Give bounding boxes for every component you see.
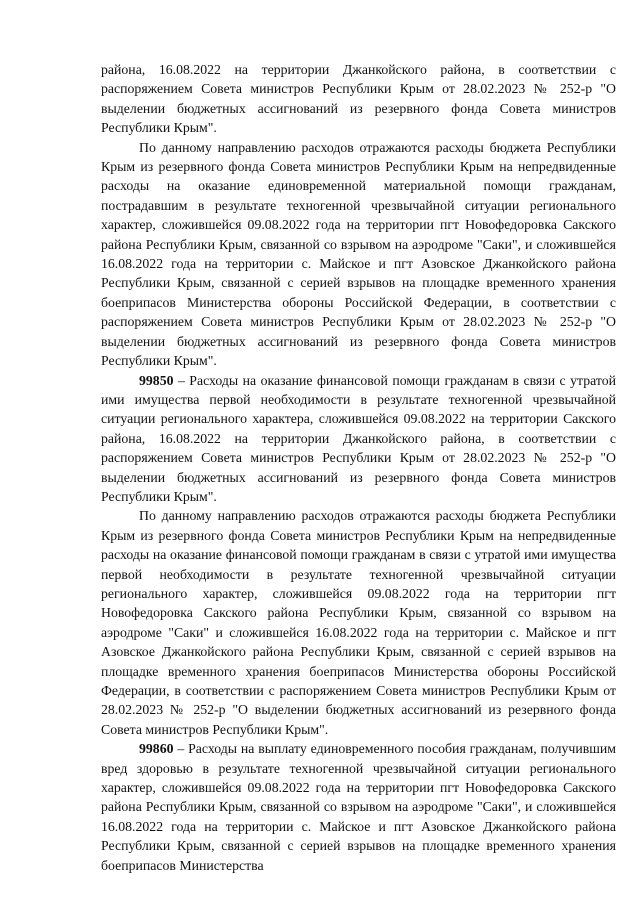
- paragraph-code-entry: [101, 739, 616, 875]
- paragraph-description: [101, 138, 616, 371]
- paragraph-text: – Расходы на оказание финансовой помощи гражданам в связи с утратой ими имущества первой необходимости в результате техногенной чрезвычайной ситуации регионального характера, сложившейся 09.08.2022 на территории Сакского района, 16.08.2022 на территории Джанкойского района, в соответствии с распоряжением Совета министров Республики Крым от 28.02.2023 № 252-р "О выделении бюджетных ассигнований из резервного фонда Совета министров Республики Крым".: [101, 372, 616, 504]
- paragraph-text: По данному направлению расходов отражаются расходы бюджета Республики Крым из резервного фонда Совета министров Республики Крым на непредвиденные расходы на оказание единовременной материальной помощи гражданам, пострадавшим в результате техногенной чрезвычайной ситуации регионального характер, сложившейся 09.08.2022 года на территории пгт Новофедоровка Сакского района Республики Крым, связанной со взрывом на аэродроме "Саки", и сложившейся 16.08.2022 года на территории с. Майское и пгт Азовское Джанкойского района Республики Крым, связанной с серией взрывов на площадке временного хранения боеприпасов Министерства обороны Российской Федерации, в соответствии с распоряжением Совета министров Республики Крым от 28.02.2023 № 252-р "О выделении бюджетных ассигнований из резервного фонда Совета министров Республики Крым".: [101, 139, 616, 369]
- paragraph-code-entry: [101, 371, 616, 507]
- paragraph-text: района, 16.08.2022 на территории Джанкойского района, в соответствии с распоряжением Совета министров Республики Крым от 28.02.2023 № 252-р "О выделении бюджетных ассигнований из резервного фонда Совета министров Республики Крым".: [101, 62, 616, 136]
- paragraph-description: [101, 506, 616, 739]
- paragraph-continuation: [101, 60, 616, 138]
- expense-code: 99860: [139, 741, 174, 757]
- expense-code: 99850: [139, 372, 174, 388]
- paragraph-text: – Расходы на выплату единовременного пособия гражданам, получившим вред здоровью в результате техногенной чрезвычайной ситуации регионального характер, сложившейся 09.08.2022 года на территории пгт Новофедоровка Сакского района Республики Крым, связанной со взрывом на аэродроме "Саки", и сложившейся 16.08.2022 года на территории с. Майское и пгт Азовское Джанкойского района Республики Крым, связанной с серией взрывов на площадке временного хранения боеприпасов Министерства: [101, 741, 616, 873]
- document-page: [101, 60, 616, 875]
- paragraph-text: По данному направлению расходов отражаются расходы бюджета Республики Крым из резервного фонда Совета министров Республики Крым на непредвиденные расходы на оказание финансовой помощи гражданам в связи с утратой ими имущества первой необходимости в результате техногенной чрезвычайной ситуации регионального характер, сложившейся 09.08.2022 года на территории пгт Новофедоровка Сакского района Республики Крым, связанной со взрывом на аэродроме "Саки" и сложившейся 16.08.2022 года на территории с. Майское и пгт Азовское Джанкойского района Республики Крым, связанной с серией взрывов на площадке временного хранения боеприпасов Министерства обороны Российской Федерации, в соответствии с распоряжением Совета министров Республики Крым от 28.02.2023 № 252-р "О выделении бюджетных ассигнований из резервного фонда Совета министров Республики Крым".: [101, 508, 616, 737]
